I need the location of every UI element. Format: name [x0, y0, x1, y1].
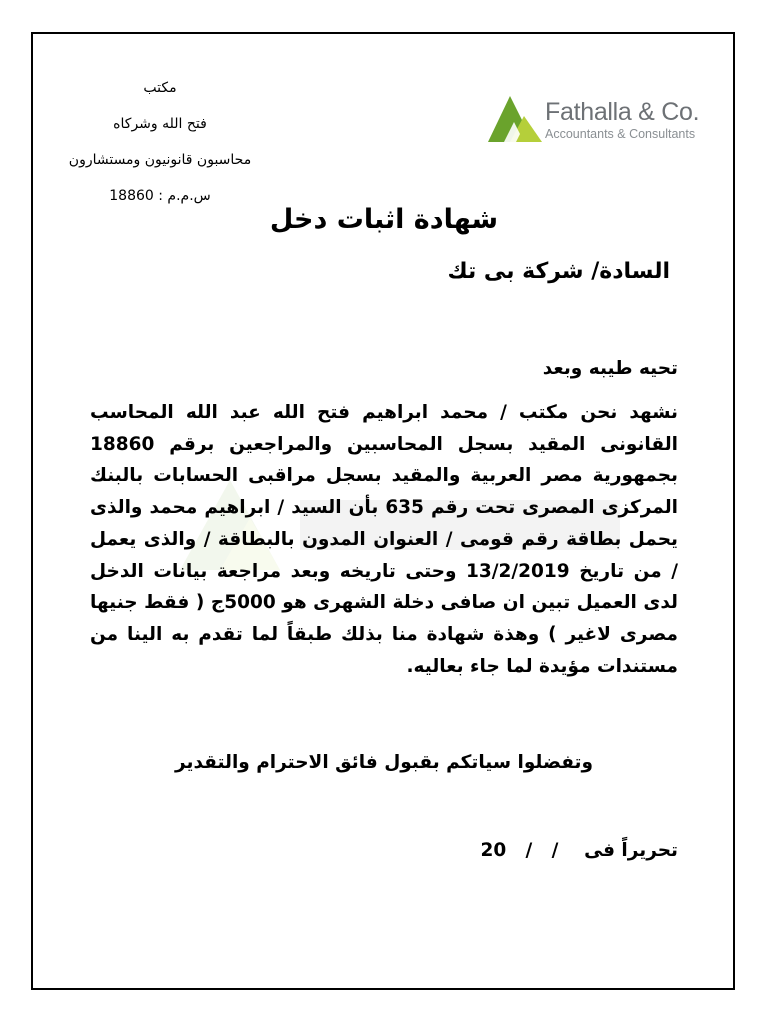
company-logo	[482, 92, 712, 148]
logo-mark-icon	[484, 92, 544, 144]
closing-line: وتفضلوا سياتكم بقبول فائق الاحترام والتقدير	[175, 752, 593, 773]
office-name: فتح الله وشركاه	[113, 116, 207, 132]
greeting: تحيه طيبه وبعد	[542, 358, 678, 379]
office-label: مكتب	[143, 80, 177, 96]
certificate-title: شهادة اثبات دخل	[269, 204, 499, 235]
date-line: تحريراً فى / / 20	[480, 840, 678, 861]
office-header	[40, 70, 280, 214]
logo-brand-text: Fathalla & Co.	[545, 98, 700, 126]
office-profession: محاسبون قانونيون ومستشارون	[68, 152, 252, 168]
addressee: السادة/ شركة بى تك	[447, 259, 670, 284]
certificate-body: نشهد نحن مكتب / محمد ابراهيم فتح الله عبد الله المحاسب القانونى المقيد بسجل المحاسبين والمراجعين برقم 18860 بجمهورية مصر العربية والمقيد بسجل مراقبى الحسابات بالبنك المركزى المصرى تحت رقم 635 بأن السيد / ابراهيم محمد والذى يحمل بطاقة رقم قومى / العنوان المدون بالبطاقة / والذى يعمل / من تاريخ 13/2/2019 وحتى تاريخه وبعد مراجعة بيانات الدخل لدى العميل تبين ان صافى دخلة الشهرى هو 5000ج ( فقط جنيها مصرى لاغير ) وهذة شهادة منا بذلك طبقاً لما تقدم به الينا من مستندات مؤيدة لما جاء بعاليه.	[90, 402, 679, 677]
logo-tagline: Accountants & Consultants	[545, 127, 696, 141]
office-registration: س.م.م : 18860	[109, 188, 211, 204]
